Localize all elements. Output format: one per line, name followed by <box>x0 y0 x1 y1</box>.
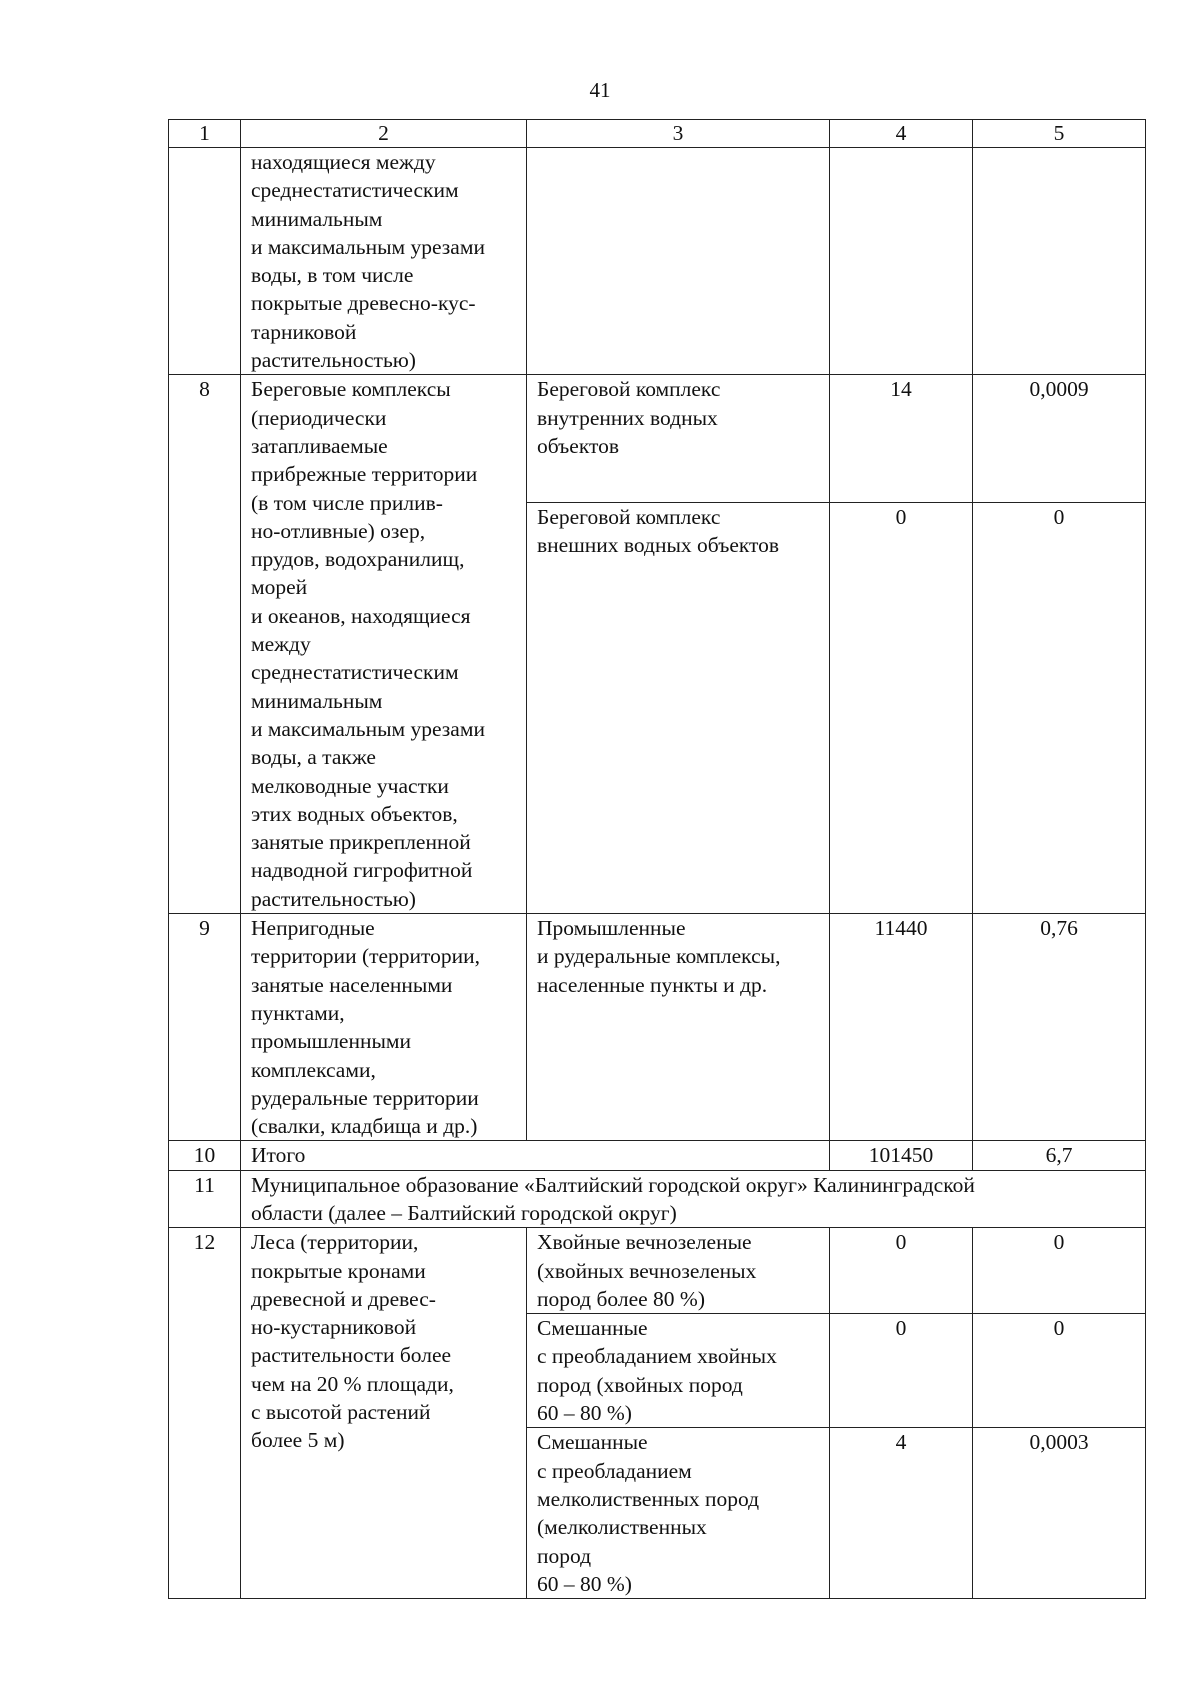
cell-text-line: внутренних водных <box>537 405 718 430</box>
cell-text-line: мелководные участки <box>251 773 449 798</box>
cell-text-line: растительностью) <box>251 348 416 373</box>
data-table <box>168 119 1146 1599</box>
share-cell <box>973 148 1146 375</box>
row-number-cell: 10 <box>169 1141 241 1170</box>
cell-text-line: среднестатистическим <box>251 660 459 685</box>
complex-cell <box>527 375 830 503</box>
cell-text-line: объектов <box>537 433 619 458</box>
cell-text-line: (хвойных вечнозеленых <box>537 1258 757 1283</box>
cell-text-line: Береговой комплекс <box>537 377 721 402</box>
table-row <box>169 148 1146 375</box>
header-cell: 4 <box>830 120 973 148</box>
cell-text-line: древесной и древес- <box>251 1286 436 1311</box>
cell-text-line: и океанов, находящиеся <box>251 603 471 628</box>
cell-text-line: пород <box>537 1543 592 1568</box>
page-number: 41 <box>589 78 611 102</box>
cell-text-line: Береговые комплексы <box>251 377 451 402</box>
cell-text-line: минимальным <box>251 688 383 713</box>
area-cell: 11440 <box>830 914 973 1141</box>
cell-text-line: морей <box>251 575 308 600</box>
cell-text-line: с преобладанием <box>537 1458 692 1483</box>
cell-text-line: занятые населенными <box>251 972 453 997</box>
cell-text-line: с высотой растений <box>251 1400 431 1425</box>
cell-text-line: растительностью) <box>251 886 416 911</box>
territory-type-cell <box>241 1228 527 1599</box>
territory-type-cell <box>241 375 527 914</box>
cell-text-line: Береговой комплекс <box>537 505 721 530</box>
table-row-municipality <box>169 1170 1146 1228</box>
cell-text-line: среднестатистическим <box>251 178 459 203</box>
cell-text-line: Леса (территории, <box>251 1230 419 1255</box>
cell-text-line: минимальным <box>251 206 383 231</box>
cell-text-line: (периодически <box>251 405 387 430</box>
cell-text-line: растительности более <box>251 1343 452 1368</box>
cell-text-line: 60 – 80 %) <box>537 1571 632 1596</box>
area-cell <box>830 148 973 375</box>
header-cell: 3 <box>527 120 830 148</box>
row-number-cell: 12 <box>169 1228 241 1599</box>
area-cell: 0 <box>830 1314 973 1428</box>
cell-text-line: и максимальным урезами <box>251 716 485 741</box>
cell-text-line: Смешанные <box>537 1316 648 1341</box>
row-number-cell <box>169 148 241 375</box>
cell-text-line: рудеральные территории <box>251 1085 479 1110</box>
cell-text-line: между <box>251 632 311 657</box>
territory-type-cell <box>241 914 527 1141</box>
cell-text-line: мелколиственных пород <box>537 1486 760 1511</box>
cell-text-line: области (далее – Балтийский городской округ) <box>251 1200 677 1225</box>
cell-text-line: этих водных объектов, <box>251 801 458 826</box>
cell-text-line: Непригодные <box>251 916 375 941</box>
cell-text-line: Хвойные вечнозеленые <box>537 1230 752 1255</box>
row-number-cell: 11 <box>169 1170 241 1228</box>
cell-text-line: Промышленные <box>537 916 686 941</box>
cell-text-line: (свалки, кладбища и др.) <box>251 1114 478 1139</box>
cell-text-line: надводной гигрофитной <box>251 858 473 883</box>
area-cell: 0 <box>830 503 973 914</box>
cell-text-line: покрытые древесно-кус- <box>251 291 476 316</box>
complex-cell <box>527 503 830 914</box>
cell-text-line: но-отливные) озер, <box>251 518 426 543</box>
table-row <box>169 1228 1146 1314</box>
cell-text-line: внешних водных объектов <box>537 533 780 558</box>
share-cell: 6,7 <box>973 1141 1146 1170</box>
cell-text-line: прибрежные территории <box>251 462 478 487</box>
area-cell: 14 <box>830 375 973 503</box>
cell-text-line: Смешанные <box>537 1430 648 1455</box>
share-cell: 0,76 <box>973 914 1146 1141</box>
table-header-row <box>169 120 1146 148</box>
area-cell: 101450 <box>830 1141 973 1170</box>
total-label-cell: Итого <box>241 1141 830 1170</box>
cell-text-line: пунктами, <box>251 1000 345 1025</box>
cell-text-line: пород более 80 %) <box>537 1286 705 1311</box>
cell-text-line: затапливаемые <box>251 433 388 458</box>
complex-cell <box>527 1314 830 1428</box>
complex-cell <box>527 1428 830 1599</box>
cell-text-line: Муниципальное образование «Балтийский городской округ» Калининградской <box>251 1172 975 1197</box>
cell-text-line: но-кустарниковой <box>251 1315 417 1340</box>
cell-text-line: воды, а также <box>251 745 376 770</box>
cell-text-line: территории (территории, <box>251 944 481 969</box>
cell-text-line: с преобладанием хвойных <box>537 1344 777 1369</box>
cell-text-line: находящиеся между <box>251 150 436 174</box>
share-cell: 0,0009 <box>973 375 1146 503</box>
cell-text-line: и максимальным урезами <box>251 234 485 259</box>
share-cell: 0 <box>973 1314 1146 1428</box>
cell-text-line: 60 – 80 %) <box>537 1401 632 1426</box>
municipality-cell <box>241 1170 1146 1228</box>
cell-text-line: и рудеральные комплексы, <box>537 944 781 969</box>
share-cell: 0,0003 <box>973 1428 1146 1599</box>
cell-text-line: промышленными <box>251 1029 412 1054</box>
cell-text-line: покрытые кронами <box>251 1258 426 1283</box>
share-cell: 0 <box>973 503 1146 914</box>
row-number-cell: 8 <box>169 375 241 914</box>
territory-type-cell <box>241 148 527 375</box>
table-row <box>169 914 1146 1141</box>
share-cell: 0 <box>973 1228 1146 1314</box>
cell-text-line: (в том числе прилив- <box>251 490 443 515</box>
cell-text-line: чем на 20 % площади, <box>251 1371 454 1396</box>
cell-text-line: населенные пункты и др. <box>537 972 768 997</box>
cell-text-line: занятые прикрепленной <box>251 830 471 855</box>
cell-text-line: (мелколиственных <box>537 1515 707 1540</box>
header-cell: 2 <box>241 120 527 148</box>
cell-text-line: тарниковой <box>251 319 357 344</box>
complex-cell <box>527 1228 830 1314</box>
cell-text-line: прудов, водохранилищ, <box>251 547 465 572</box>
cell-text-line: воды, в том числе <box>251 263 414 288</box>
area-cell: 4 <box>830 1428 973 1599</box>
table-row-total <box>169 1141 1146 1170</box>
area-cell: 0 <box>830 1228 973 1314</box>
cell-text-line: пород (хвойных пород <box>537 1372 743 1397</box>
header-cell: 5 <box>973 120 1146 148</box>
header-cell: 1 <box>169 120 241 148</box>
row-number-cell: 9 <box>169 914 241 1141</box>
complex-cell <box>527 914 830 1141</box>
cell-text-line: более 5 м) <box>251 1428 345 1453</box>
complex-cell <box>527 148 830 375</box>
cell-text-line: комплексами, <box>251 1057 376 1082</box>
table-row <box>169 375 1146 503</box>
